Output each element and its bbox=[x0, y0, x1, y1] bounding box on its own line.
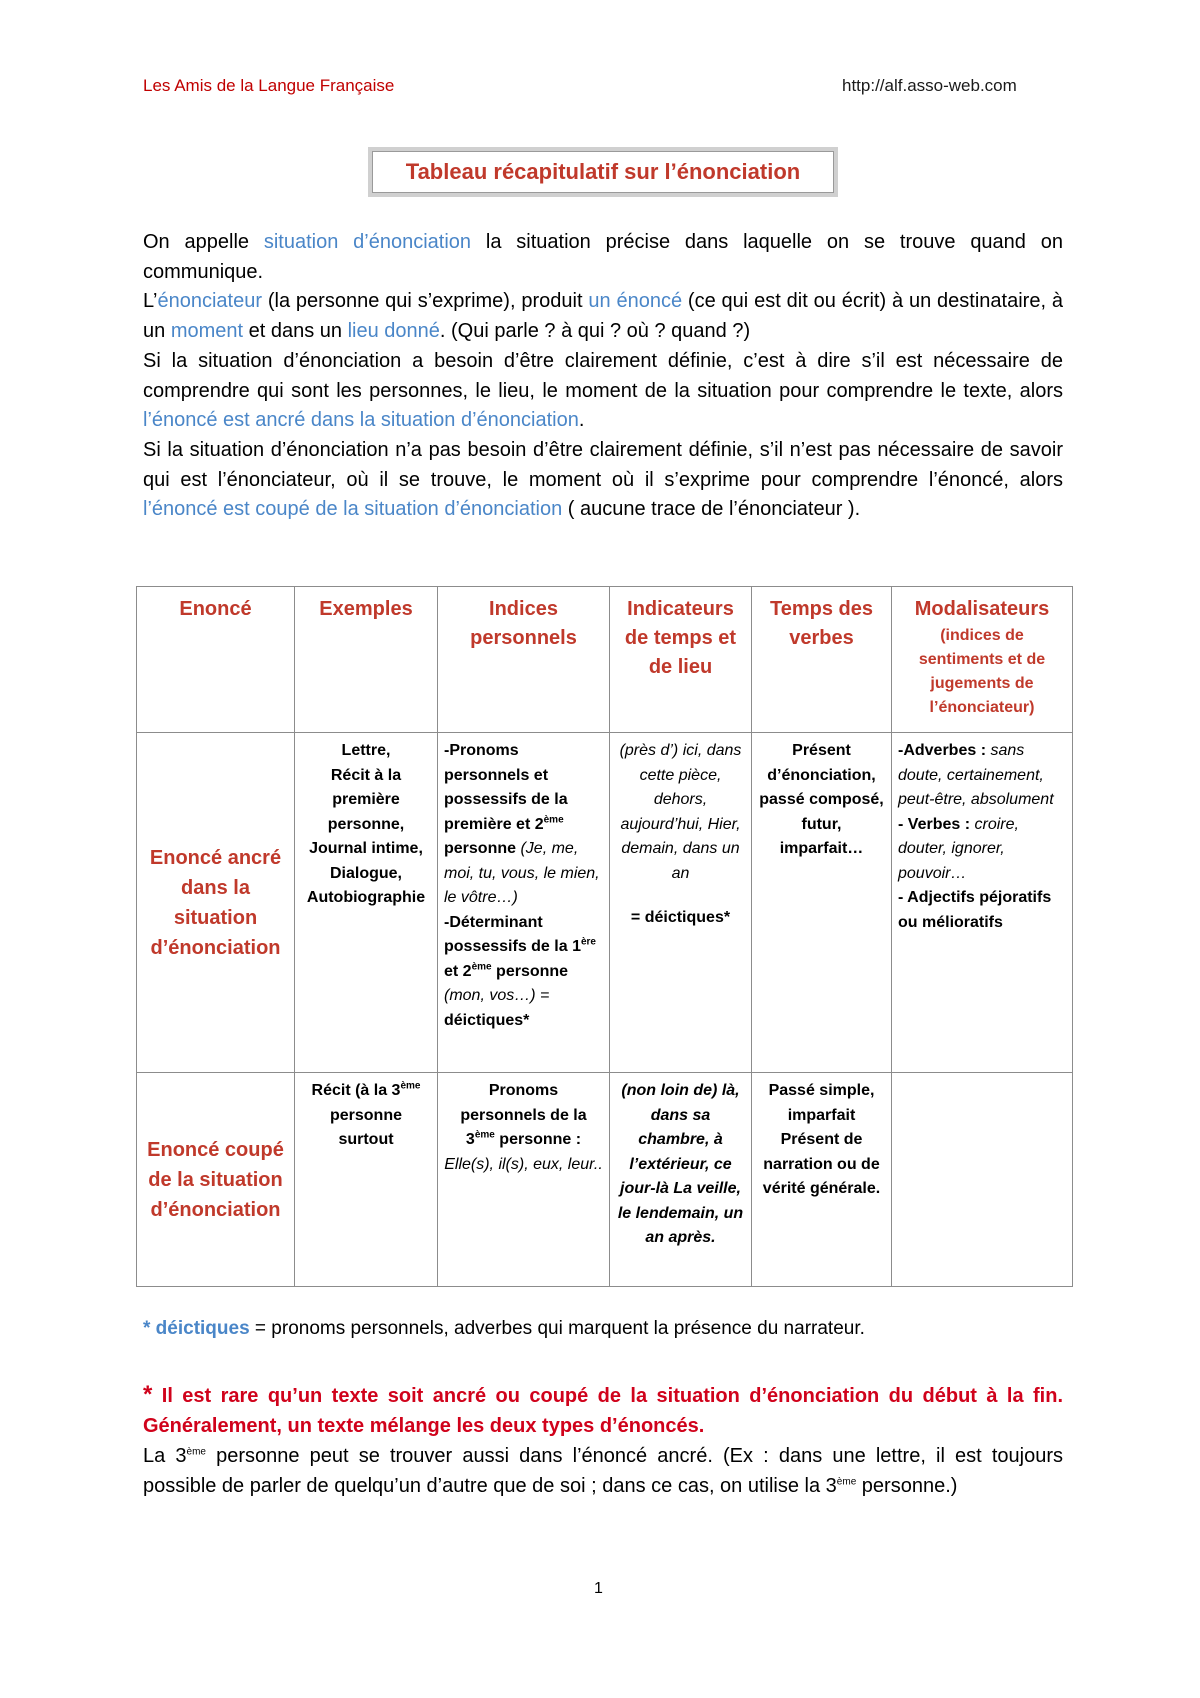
term-situation: situation d’énonciation bbox=[263, 231, 472, 253]
intro-text: L’ bbox=[143, 290, 158, 313]
superscript: ème bbox=[471, 961, 492, 973]
cell-temps: Présent d’énonciation, passé composé, futur, imparfait… bbox=[752, 733, 892, 1073]
header-enonce: Enoncé bbox=[137, 587, 295, 733]
cell-text: déictiques* bbox=[444, 1011, 530, 1029]
cell-text: personne bbox=[444, 840, 521, 857]
page-number: 1 bbox=[594, 1580, 603, 1597]
row-head-coupe: Enoncé coupé de la situation d’énonciation bbox=[137, 1073, 295, 1287]
table-row bbox=[137, 733, 1073, 1073]
note-term: * déictiques bbox=[143, 1318, 250, 1339]
header-site-name: Les Amis de la Langue Française bbox=[143, 76, 395, 95]
warning-body: personne peut se trouver aussi dans l’énoncé ancré. (Ex : dans une lettre, il est toujours possible de parler de quelqu’un d’autre que de soi ; dans ce cas, on utilise la 3 bbox=[143, 1445, 1063, 1497]
warning-body: La 3 bbox=[143, 1445, 187, 1467]
header-modalisateurs bbox=[892, 587, 1073, 733]
term-enonciateur: énonciateur bbox=[157, 290, 262, 313]
cell-text: Pronoms personnels de la 3 bbox=[460, 1082, 587, 1148]
cell-italic: Elle(s), il(s), eux, leur.. bbox=[444, 1155, 603, 1173]
cell-text: et 2 bbox=[444, 962, 472, 980]
cell-text: -Adverbes : bbox=[898, 742, 991, 759]
cell-text: -Déterminant possessifs de la 1 bbox=[444, 913, 581, 955]
warning-text: Il est rare qu’un texte soit ancré ou coupé de la situation d’énonciation du début à la fin. Généralement, un texte mélange les deux types d’énoncés. bbox=[143, 1385, 1063, 1437]
intro-text: (la personne qui s’exprime), produit bbox=[262, 290, 589, 313]
cell-italic: croire, douter, ignorer, pouvoir… bbox=[898, 815, 1019, 882]
superscript: ème bbox=[186, 1446, 206, 1458]
term-lieu: lieu donné bbox=[347, 320, 440, 343]
table-header-row bbox=[137, 587, 1073, 733]
cell-indices bbox=[438, 1073, 610, 1287]
cell-exemples bbox=[295, 1073, 438, 1287]
cell-text: -Pronoms personnels et possessifs de la première et 2 bbox=[444, 742, 568, 833]
cell-text: = déictiques* bbox=[630, 909, 731, 926]
header-indices: Indices personnels bbox=[438, 587, 610, 733]
intro-text: Si la situation d’énonciation a besoin d’être clairement définie, c’est à dire s’il est nécessaire de comprendre qui sont les personnes, le lieu, le moment de la situation pour comprendre le texte, alors bbox=[143, 349, 1063, 402]
intro-text: (ce qui est dit ou écrit) à un destinataire, à un bbox=[143, 290, 1063, 343]
cell-italic: (mon, vos…) = bbox=[444, 987, 550, 1004]
cell-italic: (Je, me, moi, tu, vous, le mien, le vôtre…) bbox=[444, 840, 600, 906]
cell-text: personne surtout bbox=[329, 1106, 402, 1148]
cell-modalisateurs bbox=[892, 1073, 1073, 1287]
cell-temps: Passé simple, imparfait Présent de narration ou de vérité générale. bbox=[752, 1073, 892, 1287]
header-temps: Temps des verbes bbox=[752, 587, 892, 733]
term-coupe: l’énoncé est coupé de la situation d’énonciation bbox=[143, 498, 563, 521]
header-modal-label: Modalisateurs bbox=[914, 598, 1050, 620]
asterisk-icon: * bbox=[143, 1381, 153, 1408]
cell-text: - Verbes : bbox=[898, 815, 975, 833]
intro-text: la situation précise dans laquelle on se trouve quand on communique. bbox=[143, 231, 1064, 283]
intro-text: et dans un bbox=[243, 320, 348, 343]
cell-italic: (près d’) ici, dans cette pièce, dehors, aujourd’hui, Hier, demain, dans un an bbox=[619, 742, 742, 882]
intro-paragraph bbox=[143, 228, 1063, 525]
header-exemples: Exemples bbox=[295, 587, 438, 733]
cell-text: personne : bbox=[494, 1131, 582, 1148]
header-modal-sub: (indices de sentiments et de jugements de l’énonciateur) bbox=[918, 627, 1046, 716]
cell-modalisateurs bbox=[892, 733, 1073, 1073]
intro-text: . (Qui parle ? à qui ? où ? quand ?) bbox=[439, 320, 751, 343]
summary-table bbox=[136, 586, 1073, 1287]
cell-text: Récit (à la 3 bbox=[311, 1082, 401, 1099]
warning-body: personne.) bbox=[856, 1475, 958, 1497]
title-frame bbox=[368, 147, 838, 197]
header-indicateurs: Indicateurs de temps et de lieu bbox=[610, 587, 752, 733]
term-moment: moment bbox=[170, 320, 244, 343]
superscript: ère bbox=[580, 936, 596, 948]
superscript: ème bbox=[474, 1129, 495, 1141]
cell-text: - Adjectifs péjoratifs ou mélioratifs bbox=[898, 889, 1052, 931]
deictic-note bbox=[143, 1318, 865, 1340]
page-title: Tableau récapitulatif sur l’énonciation bbox=[372, 151, 834, 193]
term-enonce: un énoncé bbox=[588, 290, 683, 313]
term-ancre: l’énoncé est ancré dans la situation d’énonciation bbox=[143, 409, 579, 432]
intro-text: ( aucune trace de l’énonciateur ). bbox=[562, 498, 861, 521]
note-text: = pronoms personnels, adverbes qui marquent la présence du narrateur. bbox=[249, 1318, 865, 1339]
cell-exemples bbox=[295, 733, 438, 1073]
cell-italic: sans doute, certainement, peut-être, absolument bbox=[898, 742, 1054, 808]
superscript: ème bbox=[400, 1080, 421, 1092]
example-item: Récit à la première personne, bbox=[327, 766, 405, 833]
intro-text: . bbox=[578, 409, 585, 432]
intro-text: On appelle bbox=[143, 231, 264, 253]
cell-indicateurs bbox=[610, 733, 752, 1073]
header-url[interactable]: http://alf.asso-web.com bbox=[842, 76, 1017, 95]
example-item: Journal intime, bbox=[309, 840, 423, 857]
example-item: Lettre, bbox=[341, 742, 391, 759]
warning-paragraph bbox=[143, 1380, 1063, 1501]
table-row bbox=[137, 1073, 1073, 1287]
superscript: ème bbox=[836, 1476, 857, 1488]
superscript: ème bbox=[543, 814, 564, 826]
example-item: Dialogue, bbox=[329, 864, 402, 882]
cell-indices bbox=[438, 733, 610, 1073]
cell-indicateurs: (non loin de) là, dans sa chambre, à l’extérieur, ce jour-là La veille, le lendemain, un an après. bbox=[610, 1073, 752, 1287]
intro-text: Si la situation d’énonciation n’a pas besoin d’être clairement définie, s’il n’est pas nécessaire de savoir qui est l’énonciateur, où il se trouve, le moment où il s’exprime pour comprendre l’énoncé, alors bbox=[143, 438, 1063, 491]
row-head-ancre: Enoncé ancré dans la situation d’énonciation bbox=[137, 733, 295, 1073]
example-item: Autobiographie bbox=[306, 889, 426, 906]
cell-text: personne bbox=[491, 962, 569, 980]
